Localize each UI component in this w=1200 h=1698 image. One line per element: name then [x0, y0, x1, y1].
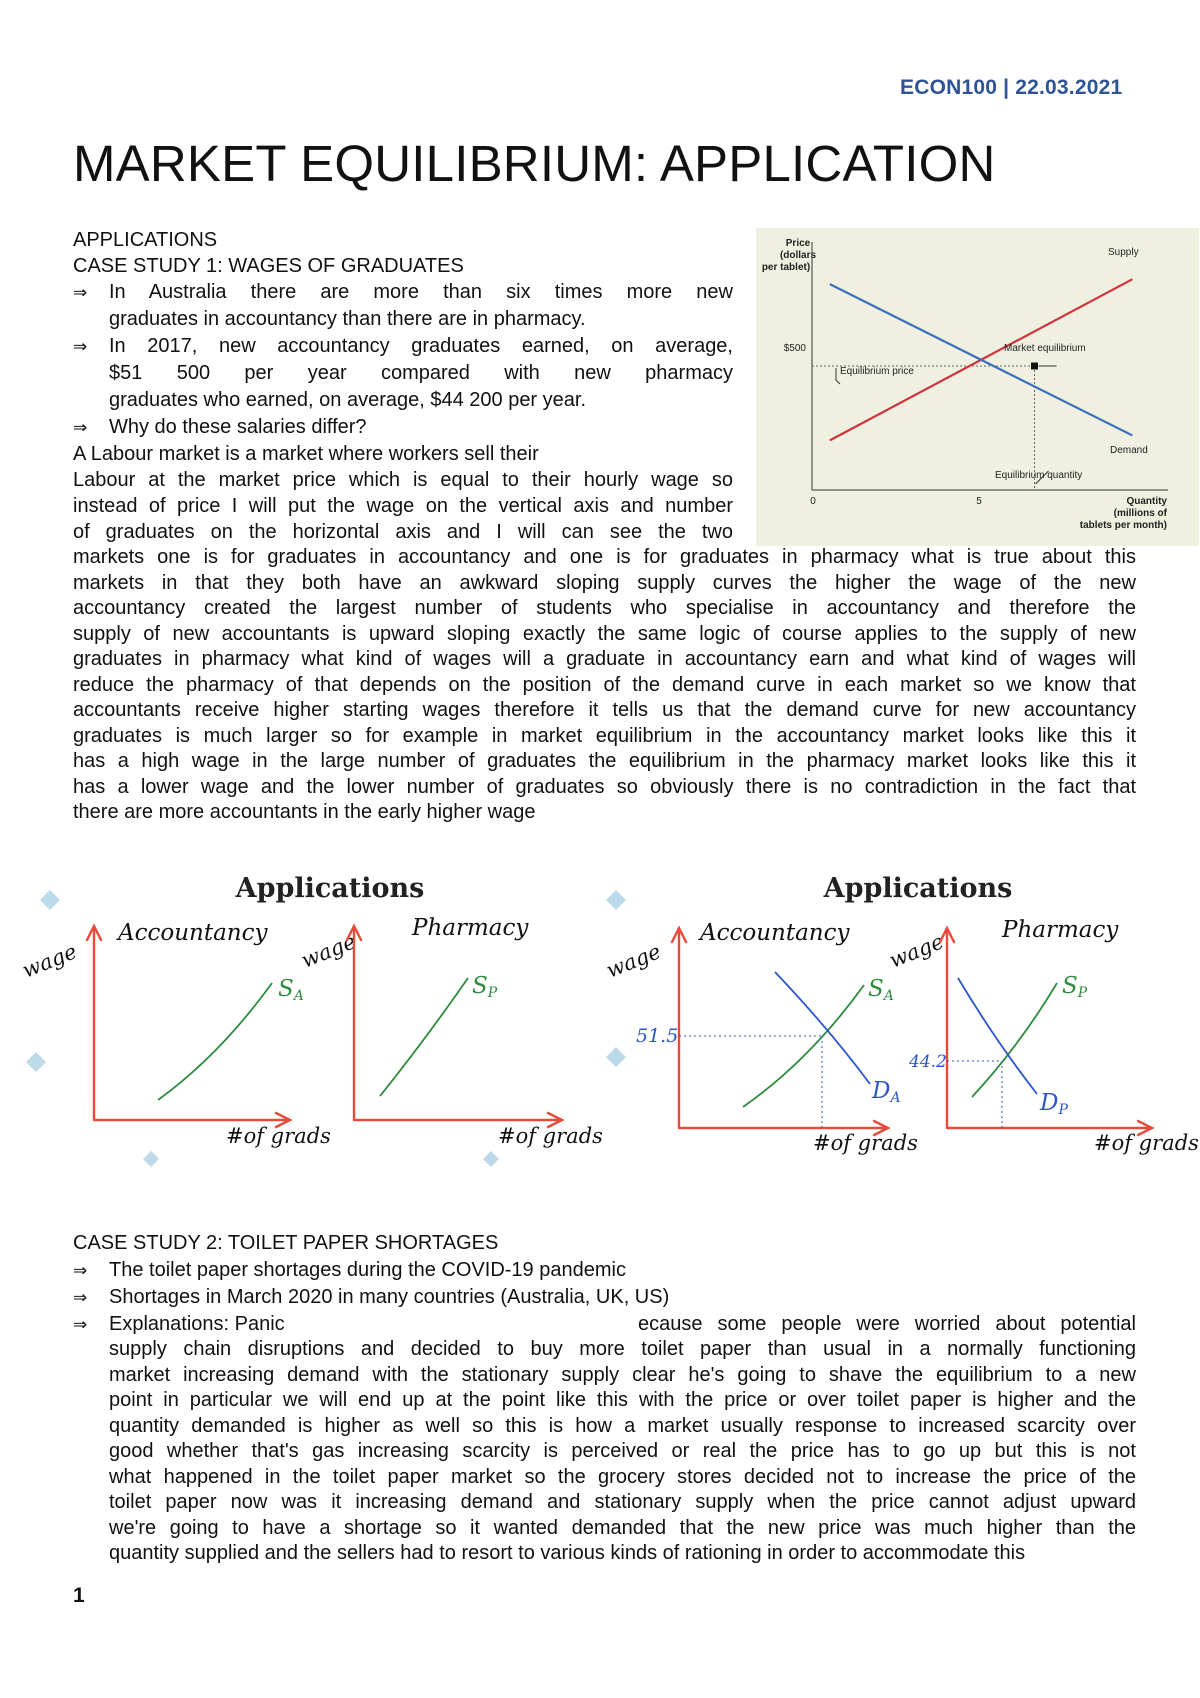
market-equilibrium-label: Market equilibrium: [1004, 343, 1086, 354]
qty-label-3: tablets per month): [1079, 520, 1167, 531]
para-wide: [73, 545, 1136, 826]
paragraph-line: quantity supplied and the sellers had to resort to various kinds of rationing in order to accommodate this: [109, 1542, 1026, 1564]
price-tick-500: $500: [783, 343, 806, 354]
paragraph-line: toilet paper now was it increasing demand and stationary supply when the price cannot adjust upward: [109, 1491, 1136, 1513]
paragraph-line: quantity demanded is higher as well so this is how a market usually response to increased scarcity over: [109, 1414, 1136, 1437]
x-tick-0: 0: [810, 496, 816, 507]
diamond-decoration-icon: [143, 1151, 159, 1167]
wage-axis-label: wage: [18, 939, 81, 983]
bullet-arrow: ⇒: [73, 283, 88, 302]
supply-curve-pharmacy: [380, 978, 468, 1096]
case2-bullet-2: Shortages in March 2020 in many countries (Australia, UK, US): [109, 1286, 670, 1308]
equilibrium-price-label: Equilibrium price: [840, 366, 914, 377]
demand-curve-pharmacy: [958, 978, 1037, 1094]
bullet-arrow: ⇒: [73, 1288, 88, 1307]
paragraph-line: has a high wage in the large number of graduates the equilibrium in the pharmacy market looks like this it: [73, 750, 1136, 772]
grads-axis-label: #of grads: [1094, 1131, 1199, 1155]
wage-axis-label: wage: [297, 929, 360, 973]
supply-label-sa: SA: [278, 976, 304, 1004]
bullet-2-line-3: graduates who earned, on average, $44 200 per year.: [109, 389, 587, 411]
para-narrow-line: Labour at the market price which is equal to their hourly wage so: [73, 469, 733, 491]
demand-curve: [830, 284, 1133, 435]
diamond-decoration-icon: [606, 890, 626, 910]
paragraph-line: accountancy created the largest number of students who specialise in accountancy and therefore the: [73, 597, 1136, 619]
applications-panels: [0, 860, 1200, 1170]
bullet-1-line-2: graduates in accountancy than there are in pharmacy.: [109, 308, 586, 330]
grads-axis-label: #of grads: [226, 1124, 331, 1148]
page-title: MARKET EQUILIBRIUM: APPLICATION: [73, 135, 996, 192]
bullet-arrow: ⇒: [73, 1261, 88, 1280]
page-number: 1: [73, 1584, 85, 1607]
paragraph-line: we're going to have a shortage so it wanted demanded that the new price was much higher than the: [109, 1516, 1136, 1539]
equilibrium-quantity-label: Equilibrium quantity: [995, 470, 1083, 481]
axes-right-accountancy: [672, 928, 888, 1135]
paragraph-line: point in particular we will end up at the point like this with the price or over toilet paper is higher and the: [109, 1389, 1136, 1411]
supply-label: Supply: [1108, 247, 1139, 258]
paragraph-line: market increasing demand with the stationary supply clear he's going to shave the equilibrium to a new: [109, 1363, 1136, 1386]
bullet-3-line-1: Why do these salaries differ?: [109, 416, 367, 438]
paragraph-line: markets one is for graduates in accountancy and one is for graduates in pharmacy what is true about this: [73, 546, 1136, 568]
paragraph-line: reduce the pharmacy of that depends on the position of the demand curve in each market so we know that: [73, 673, 1136, 696]
case-study-2-title: CASE STUDY 2: TOILET PAPER SHORTAGES: [73, 1232, 499, 1254]
axes-left-pharmacy: [347, 926, 562, 1127]
applications-title-left: Applications: [235, 873, 425, 904]
demand-label-da: DA: [872, 1078, 901, 1106]
diamond-decoration-icon: [40, 890, 60, 910]
pharmacy-label: Pharmacy: [412, 915, 529, 941]
bullet-arrow: ⇒: [73, 1315, 88, 1334]
supply-label-sa: SA: [868, 976, 894, 1004]
qty-label-1: Quantity: [1126, 496, 1167, 507]
accountancy-label: Accountancy: [118, 920, 268, 946]
qty-label-2: (millions of: [1113, 508, 1167, 519]
pharmacy-label: Pharmacy: [1002, 917, 1119, 943]
wage-axis-label: wage: [602, 939, 665, 983]
paragraph-line: has a lower wage and the lower number of graduates so obviously there is no contradiction in the fact that: [73, 775, 1136, 798]
x-tick-5: 5: [976, 496, 982, 507]
paragraph-line: there are more accountants in the early higher wage: [73, 801, 536, 823]
bullet-arrow: ⇒: [73, 418, 88, 437]
equilibrium-guides-accountancy: [679, 1036, 822, 1128]
applications-title-right: Applications: [823, 873, 1013, 904]
para-narrow-line: A Labour market is a market where workers sell their: [73, 443, 539, 465]
axes-left-accountancy: [87, 926, 290, 1127]
supply-demand-svg: [756, 228, 1199, 546]
case2-bullet-1: The toilet paper shortages during the COVID-19 pandemic: [109, 1259, 626, 1281]
course-date-header: ECON100 | 22.03.2021: [900, 76, 1123, 99]
para-narrow-line: instead of price I will put the wage on the vertical axis and number: [73, 495, 733, 517]
wage-value-pharmacy: 44.2: [909, 1052, 947, 1072]
supply-label-sp: SP: [1062, 973, 1088, 1001]
supply-curve-accountancy: [158, 983, 272, 1100]
case2-bullet-3-start: Explanations: Panic: [109, 1313, 285, 1335]
case2-para: [109, 1337, 1136, 1567]
para-narrow-line: of graduates on the horizontal axis and I will can see the two: [73, 521, 733, 543]
wage-axis-label: wage: [885, 929, 948, 973]
paragraph-line: accountants receive higher starting wages therefore it tells us that the demand curve for new accountancy: [73, 699, 1136, 721]
diamond-decoration-icon: [483, 1151, 499, 1167]
price-label-2: (dollars: [779, 250, 817, 261]
paragraph-line: supply chain disruptions and decided to buy more toilet paper than usual in a normally functioning: [109, 1338, 1136, 1360]
demand-label: Demand: [1110, 445, 1148, 456]
price-label-3: per tablet): [761, 262, 811, 273]
bullet-2-line-2: $51 500 per year compared with new pharmacy: [109, 362, 733, 384]
wage-value-accountancy: 51.5: [636, 1025, 679, 1047]
grads-axis-label: #of grads: [813, 1131, 918, 1155]
bullet-arrow: ⇒: [73, 337, 88, 356]
demand-label-dp: DP: [1040, 1090, 1068, 1118]
accountancy-label: Accountancy: [700, 920, 850, 946]
paragraph-line: graduates in pharmacy what kind of wages will a graduate in accountancy earn and what kind of wages will: [73, 648, 1136, 670]
paragraph-line: good whether that's gas increasing scarcity is perceived or real the price has to go up but this is not: [109, 1440, 1136, 1462]
price-label-1: Price: [785, 238, 811, 249]
diamond-decoration-icon: [26, 1052, 46, 1072]
paragraph-line: graduates is much larger so for example in market equilibrium in the accountancy market looks like this it: [73, 724, 1136, 747]
supply-demand-chart: [756, 228, 1199, 546]
diamond-decoration-icon: [606, 1047, 626, 1067]
case-study-1-title: CASE STUDY 1: WAGES OF GRADUATES: [73, 255, 464, 277]
equilibrium-point: [1031, 363, 1038, 370]
grads-axis-label: #of grads: [498, 1124, 603, 1148]
paragraph-line: supply of new accountants is upward sloping exactly the same logic of course applies to the supply of new: [73, 622, 1136, 645]
case2-bullet-3-cont: ecause some people were worried about potential: [638, 1313, 1136, 1335]
supply-curve-pharmacy: [972, 983, 1057, 1097]
bullet-2-line-1: In 2017, new accountancy graduates earned, on average,: [109, 335, 733, 357]
paragraph-line: markets in that they both have an awkward sloping supply curves the higher the wage of the new: [73, 571, 1136, 594]
bullet-1-line-1: In Australia there are more than six times more new: [109, 281, 733, 303]
supply-label-sp: SP: [472, 973, 498, 1001]
section-heading: APPLICATIONS: [73, 229, 218, 251]
paragraph-line: what happened in the toilet paper market so the grocery stores decided not to increase the price of the: [109, 1465, 1136, 1488]
